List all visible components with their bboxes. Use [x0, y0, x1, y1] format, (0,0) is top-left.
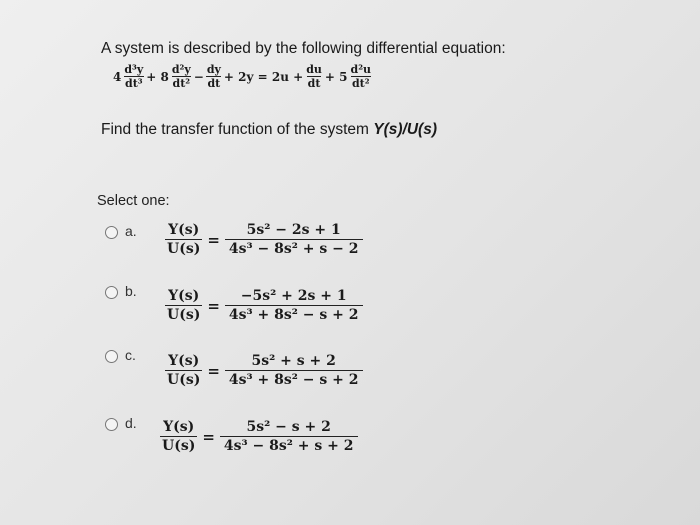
minus-sign: −: [193, 69, 204, 84]
option-c-lhs: $\frac{Y(s)}{U(s)}$: [167, 353, 201, 388]
plus-8: + 8: [146, 69, 169, 84]
dy-dt-fraction: $\frac{dy}{dt}$: [206, 63, 221, 90]
option-d-rhs: $\frac{\text{5s² − s + 2}}{\text{4s³ − 8s² + s + 2}}$: [220, 418, 358, 455]
option-b-rhs: $\frac{\text{−5s² + 2s + 1}}{\text{4s³ + 8s² − s + 2}}$: [225, 287, 363, 324]
option-a-formula[interactable]: $\frac{Y(s)}{U(s)}$ = $\frac{\text{5s² − 2s + 1}}{\text{4s³ − 8s² + s − 2}}$: [165, 221, 363, 258]
option-b-formula[interactable]: $\frac{Y(s)}{U(s)}$ = $\frac{\text{−5s² + 2s + 1}}{\text{4s³ + 8s² − s + 2}}$: [165, 287, 363, 324]
option-c-rhs: $\frac{\text{5s² + s + 2}}{\text{4s³ + 8s² − s + 2}}$: [225, 352, 363, 389]
option-a-letter: a.: [125, 223, 137, 239]
option-b-letter: b.: [125, 283, 137, 299]
d3y-dt3-fraction: $\frac{\text{d³y}}{\text{dt³}}$: [124, 63, 144, 90]
du-dt-fraction: $\frac{du}{dt}$: [306, 63, 322, 90]
option-a-rhs: $\frac{\text{5s² − 2s + 1}}{\text{4s³ − 8s² + s − 2}}$: [225, 221, 363, 258]
option-c-formula[interactable]: $\frac{Y(s)}{U(s)}$ = $\frac{\text{5s² + s + 2}}{\text{4s³ + 8s² − s + 2}}$: [165, 352, 363, 389]
option-a-lhs: $\frac{Y(s)}{U(s)}$: [167, 222, 201, 257]
option-b-radio[interactable]: [105, 286, 118, 299]
option-a-radio[interactable]: [105, 226, 118, 239]
option-c-radio[interactable]: [105, 350, 118, 363]
d2y-dt2-fraction: $\frac{\text{d²y}}{\text{dt²}}$: [171, 63, 191, 90]
option-c-letter: c.: [125, 347, 136, 363]
question-intro: A system is described by the following differential equation:: [101, 40, 506, 57]
equation-middle: + 2y = 2u +: [223, 69, 304, 84]
option-b-lhs: $\frac{Y(s)}{U(s)}$: [167, 288, 201, 323]
plus-5: + 5: [324, 69, 348, 84]
differential-equation: [113, 64, 372, 89]
d2u-dt2-fraction: $\frac{\text{d²u}}{\text{dt²}}$: [350, 63, 372, 90]
question-find: Find the transfer function of the system Y(s)/U(s): [101, 121, 437, 138]
option-d-letter: d.: [125, 415, 137, 431]
coef-4: 4: [113, 69, 122, 84]
find-expression: Y(s)/U(s): [373, 121, 437, 138]
option-d-radio[interactable]: [105, 418, 118, 431]
option-d-lhs: $\frac{Y(s)}{U(s)}$: [162, 419, 196, 454]
select-one-label: Select one:: [97, 193, 170, 209]
option-d-formula[interactable]: $\frac{Y(s)}{U(s)}$ = $\frac{\text{5s² − s + 2}}{\text{4s³ − 8s² + s + 2}}$: [160, 418, 358, 455]
